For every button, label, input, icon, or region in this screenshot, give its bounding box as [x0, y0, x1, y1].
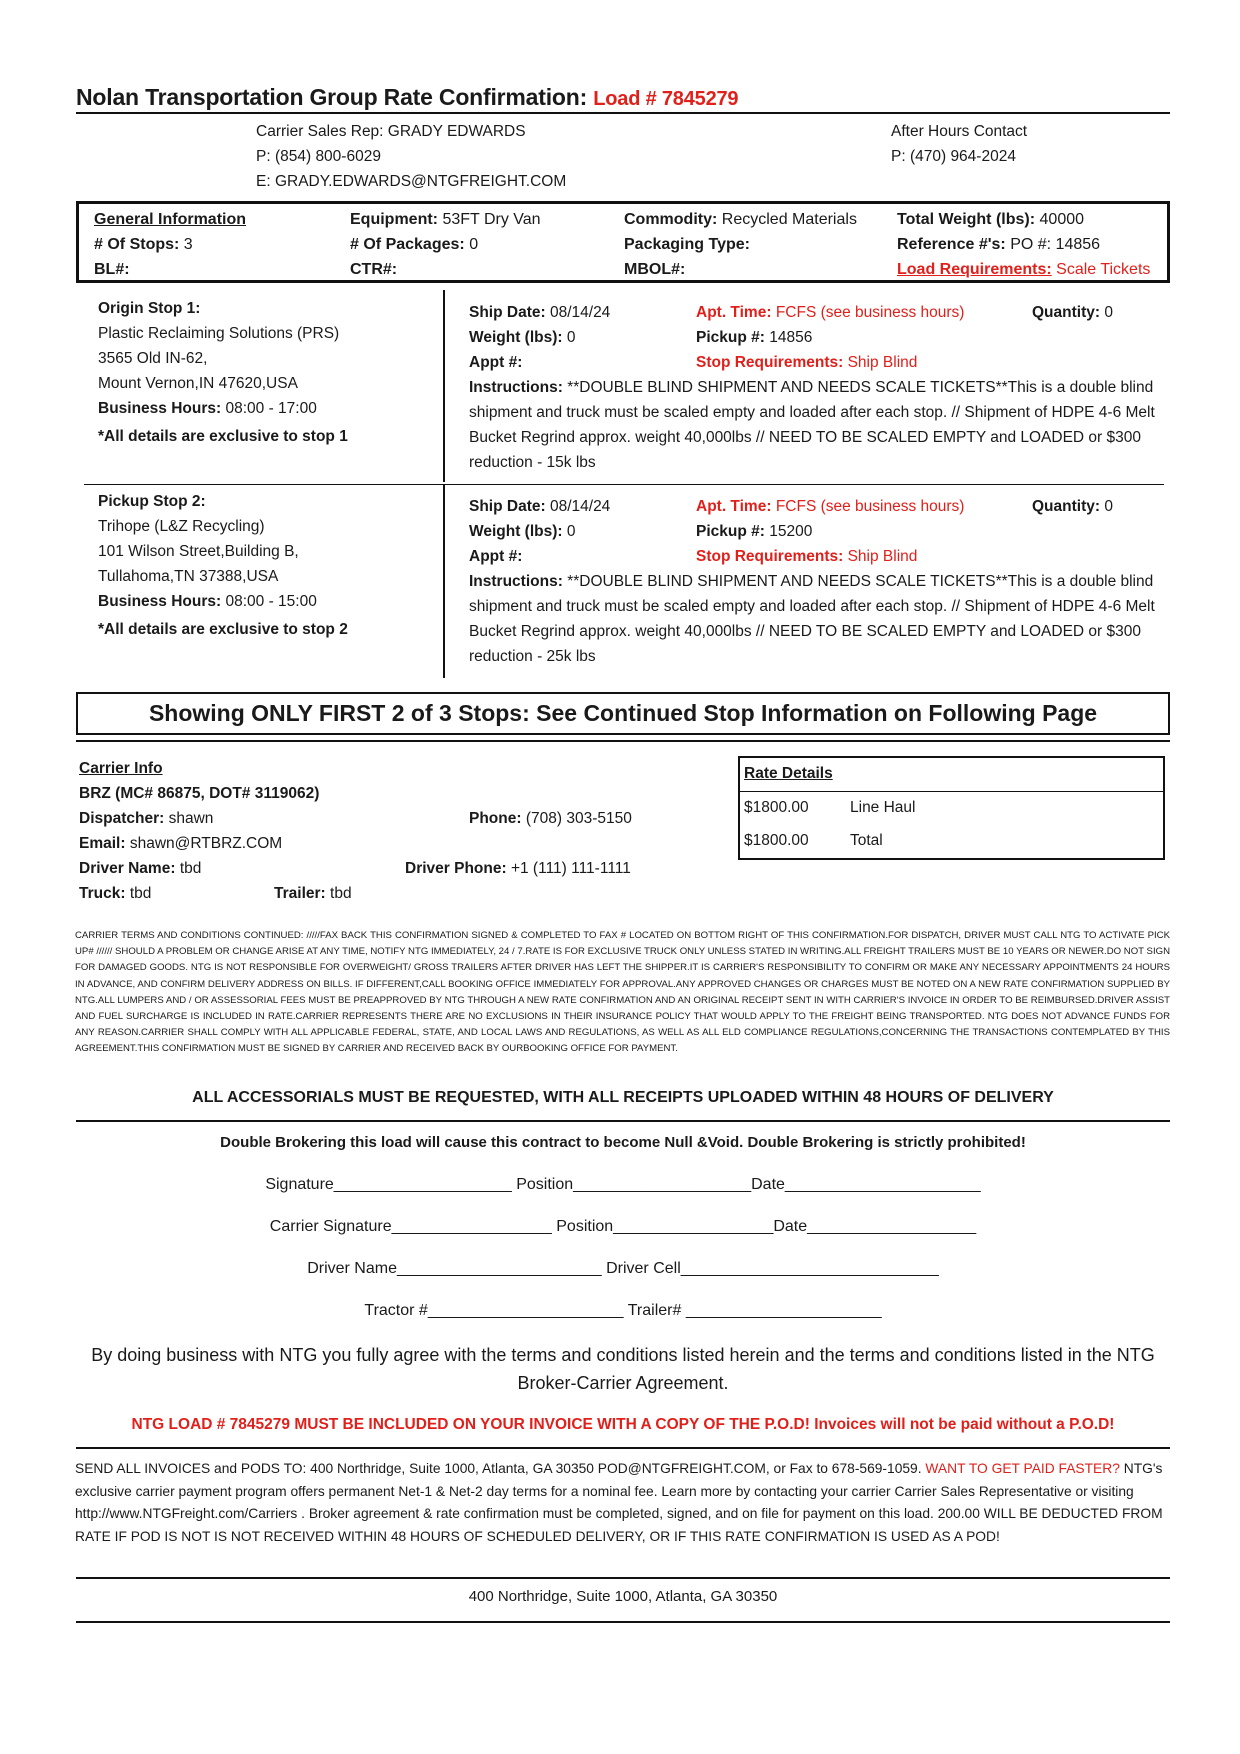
- stop-1-appt-label: Appt #:: [469, 354, 523, 371]
- carrier-phone: [469, 806, 632, 831]
- stop-2-ship-value: 08/14/24: [549, 498, 611, 515]
- commodity-label: Commodity:: [624, 211, 718, 228]
- driver-phone-value: +1 (111) 111-1111: [510, 860, 631, 877]
- stop-1-details: [469, 300, 610, 375]
- stop-1-qty-label: Quantity:: [1032, 304, 1101, 321]
- reference-value: PO #: 14856: [1010, 236, 1101, 253]
- invoice-divider: [76, 1447, 1170, 1449]
- rate-line1-amount: $1800.00: [744, 799, 809, 816]
- stop-1-hours-value: 08:00 - 17:00: [225, 400, 317, 417]
- stop-2-instr-value: **DOUBLE BLIND SHIPMENT AND NEEDS SCALE TICKETS**This is a double blind shipment and truck must be scaled empty and loaded after each stop. // Shipment of HDPE 4-6 Melt Bucket Regrind approx. weight 40,000lbs // NEED TO BE SCALED EMPTY and LOADED or $300 reduction - 25k lbs: [469, 573, 1155, 665]
- tractor-trailer-line[interactable]: Tractor #______________________ Trailer# ______________________: [364, 1302, 882, 1319]
- stop-2-hours-value: 08:00 - 15:00: [225, 593, 317, 610]
- dispatcher-label: Dispatcher:: [79, 810, 165, 827]
- stop-1-weight-label: Weight (lbs):: [469, 329, 563, 346]
- stop-2-exclusive: *All details are exclusive to stop 2: [98, 621, 348, 638]
- rate-line2-amount: $1800.00: [744, 832, 809, 849]
- stop-1-address1: 3565 Old IN-62,: [98, 350, 208, 367]
- stop-2-ship-label: Ship Date:: [469, 498, 546, 515]
- accessorials-notice: ALL ACCESSORIALS MUST BE REQUESTED, WITH ALL RECEIPTS UPLOADED WITHIN 48 HOURS OF DELIVERY: [192, 1089, 1054, 1106]
- load-number: Load # 7845279: [593, 88, 739, 110]
- total-weight-label: Total Weight (lbs):: [897, 211, 1036, 228]
- stop-2-heading: Pickup Stop 2:: [98, 493, 206, 510]
- rate-line1-label: Line Haul: [850, 799, 916, 816]
- ctr-label: CTR#:: [350, 261, 398, 278]
- load-requirements-value: Scale Tickets: [1056, 261, 1151, 278]
- stop-1-weight-value: 0: [566, 329, 576, 346]
- invoice-notice: NTG LOAD # 7845279 MUST BE INCLUDED ON YOUR INVOICE WITH A COPY OF THE P.O.D! Invoices will not be paid without a P.O.D!: [131, 1416, 1115, 1433]
- rate-line2-label: Total: [850, 832, 883, 849]
- stop-1-pickup-value: 14856: [769, 329, 813, 346]
- stop-2-appt-label: Appt #:: [469, 548, 523, 565]
- stop-2-details: [469, 494, 610, 569]
- signature-line[interactable]: Signature____________________ Position____________________Date______________________: [265, 1176, 981, 1193]
- stops-label: # Of Stops:: [94, 236, 180, 253]
- general-info-col1: [94, 207, 246, 282]
- stop-separator: [84, 484, 1164, 485]
- stop-1-ship-label: Ship Date:: [469, 304, 546, 321]
- stop-1-heading: Origin Stop 1:: [98, 300, 201, 317]
- phone-value: (708) 303-5150: [525, 810, 632, 827]
- title-text: Nolan Transportation Group Rate Confirmation:: [76, 84, 588, 110]
- carrier-mc: BRZ (MC# 86875, DOT# 3119062): [79, 785, 320, 802]
- notice-divider: [76, 740, 1170, 742]
- accessorials-divider: [76, 1120, 1170, 1122]
- driver-name-value: tbd: [179, 860, 202, 877]
- send-invoices-text: SEND ALL INVOICES and PODS TO: 400 Northridge, Suite 1000, Atlanta, GA 30350 POD@NTGFREIGHT.COM, or Fax to 678-569-1059.: [75, 1461, 922, 1476]
- carrier-signature-line[interactable]: Carrier Signature__________________ Position__________________Date___________________: [269, 1218, 977, 1235]
- driver-line[interactable]: Driver Name_______________________ Driver Cell_____________________________: [307, 1260, 939, 1277]
- general-info-col3: [624, 207, 857, 282]
- get-paid-faster: WANT TO GET PAID FASTER?: [925, 1461, 1120, 1476]
- total-weight-value: 40000: [1039, 211, 1085, 228]
- rate-details-heading: Rate Details: [744, 765, 833, 782]
- bl-label: BL#:: [94, 261, 130, 278]
- invoice-instructions: [75, 1458, 1175, 1548]
- stop-2-address1: 101 Wilson Street,Building B,: [98, 543, 299, 560]
- stop-1-address2: Mount Vernon,IN 47620,USA: [98, 375, 298, 392]
- stop-2-details-mid: [696, 494, 964, 569]
- trailer-info: [274, 881, 352, 906]
- driver-name-label: Driver Name:: [79, 860, 176, 877]
- stop-1-ship-value: 08/14/24: [549, 304, 611, 321]
- footer-divider-top: [76, 1577, 1170, 1579]
- page-title: [76, 84, 738, 111]
- equipment-label: Equipment:: [350, 211, 438, 228]
- sales-phone: P: (854) 800-6029: [256, 148, 381, 165]
- stop-1-divider-vertical: [443, 290, 445, 482]
- stop-2-req-label: Stop Requirements:: [696, 548, 844, 565]
- stop-2-qty-label: Quantity:: [1032, 498, 1101, 515]
- stop-2-weight-value: 0: [566, 523, 576, 540]
- stops-notice-box: Showing ONLY FIRST 2 of 3 Stops: See Continued Stop Information on Following Page: [76, 692, 1170, 735]
- after-hours-label: After Hours Contact: [891, 123, 1028, 140]
- stop-1-name: Plastic Reclaiming Solutions (PRS): [98, 325, 340, 342]
- email-label: Email:: [79, 835, 126, 852]
- packaging-label: Packaging Type:: [624, 236, 750, 253]
- stop-2-qty-value: 0: [1104, 498, 1113, 515]
- stop-2-instructions: [469, 569, 1159, 669]
- dispatcher-value: shawn: [168, 810, 214, 827]
- stop-2-name: Trihope (L&Z Recycling): [98, 518, 265, 535]
- commodity-value: Recycled Materials: [721, 211, 857, 228]
- stop-1-apt-label: Apt. Time:: [696, 304, 772, 321]
- stop-2-weight-label: Weight (lbs):: [469, 523, 563, 540]
- load-requirements-label: Load Requirements:: [897, 261, 1052, 278]
- footer-address: 400 Northridge, Suite 1000, Atlanta, GA 30350: [468, 1588, 778, 1605]
- general-info-heading: General Information: [94, 211, 247, 228]
- stop-2-apt-value: FCFS (see business hours): [775, 498, 965, 515]
- stop-2-address2: Tullahoma,TN 37388,USA: [98, 568, 279, 585]
- stop-1-left: [98, 296, 348, 449]
- stop-2-left: [98, 489, 348, 642]
- stop-1-instr-value: **DOUBLE BLIND SHIPMENT AND NEEDS SCALE TICKETS**This is a double blind shipment and truck must be scaled empty and loaded after each stop. // Shipment of HDPE 4-6 Melt Bucket Regrind approx. weight 40,000lbs // NEED TO BE SCALED EMPTY and LOADED or $300 reduction - 15k lbs: [469, 379, 1155, 471]
- truck-value: tbd: [129, 885, 152, 902]
- reference-label: Reference #'s:: [897, 236, 1006, 253]
- rate-heading-divider: [738, 791, 1165, 792]
- stop-2-quantity: [1032, 494, 1113, 519]
- email-value: shawn@RTBRZ.COM: [129, 835, 283, 852]
- phone-label: Phone:: [469, 810, 522, 827]
- general-info-col4: [897, 207, 1150, 282]
- stop-2-apt-label: Apt. Time:: [696, 498, 772, 515]
- stop-1-apt-value: FCFS (see business hours): [775, 304, 965, 321]
- equipment-value: 53FT Dry Van: [442, 211, 541, 228]
- stop-2-pickup-value: 15200: [769, 523, 813, 540]
- stop-1-req-value: Ship Blind: [847, 354, 918, 371]
- stop-1-quantity: [1032, 300, 1113, 325]
- mbol-label: MBOL#:: [624, 261, 686, 278]
- after-hours-phone: P: (470) 964-2024: [891, 148, 1016, 165]
- packages-value: 0: [469, 236, 479, 253]
- truck-label: Truck:: [79, 885, 126, 902]
- trailer-label: Trailer:: [274, 885, 326, 902]
- footer-divider-bottom: [76, 1621, 1170, 1623]
- driver-phone: [405, 856, 631, 881]
- stop-2-hours-label: Business Hours:: [98, 593, 222, 610]
- agreement-text: By doing business with NTG you fully agree with the terms and conditions listed herein and the terms and conditions listed in the NTG Broker-Carrier Agreement.: [91, 1345, 1155, 1393]
- trailer-value: tbd: [330, 885, 352, 902]
- stop-1-pickup-label: Pickup #:: [696, 329, 765, 346]
- stop-1-instr-label: Instructions:: [469, 379, 563, 396]
- stop-2-instr-label: Instructions:: [469, 573, 563, 590]
- stops-value: 3: [183, 236, 193, 253]
- stop-2-req-value: Ship Blind: [847, 548, 918, 565]
- stop-1-details-mid: [696, 300, 964, 375]
- stop-1-req-label: Stop Requirements:: [696, 354, 844, 371]
- double-brokering-notice: Double Brokering this load will cause this contract to become Null &Void. Double Brokering is strictly prohibited!: [220, 1134, 1026, 1151]
- stop-1-exclusive: *All details are exclusive to stop 1: [98, 428, 348, 445]
- title-divider: [76, 112, 1170, 114]
- stop-2-pickup-label: Pickup #:: [696, 523, 765, 540]
- stop-1-instructions: [469, 375, 1159, 475]
- carrier-info-heading: Carrier Info: [79, 760, 163, 777]
- stop-1-hours-label: Business Hours:: [98, 400, 222, 417]
- stop-1-qty-value: 0: [1104, 304, 1113, 321]
- driver-phone-label: Driver Phone:: [405, 860, 507, 877]
- packages-label: # Of Packages:: [350, 236, 465, 253]
- terms-and-conditions: CARRIER TERMS AND CONDITIONS CONTINUED: /////FAX BACK THIS CONFIRMATION SIGNED & COMPLETED TO FAX # LOCATED ON BOTTOM RIGHT OF THIS CONFIRMATION.FOR DISPATCH, DRIVER MUST CALL NTG TO ACTIVATE PICK UP# ////// SHOULD A PROBLEM OR CHANGE ARISE AT ANY TIME, NOTIFY NTG IMMEDIATELY, 24 / 7.RATE IS FOR EXCLUSIVE TRUCK ONLY UNLESS STATED IN WRITING.ALL FREIGHT TRAILERS MUST BE 10 YEARS OR NEWER.DO NOT SIGN FOR DAMAGED GOODS. NTG IS NOT RESPONSIBLE FOR OVERWEIGHT/ GROSS TRAILERS AFTER DRIVER HAS LEFT THE SHIPPER.IT IS CARRIER'S RESPONSIBILITY TO CONFIRM OR MAKE ANY NECESSARY APPOINTMENTS 24 HOURS IN ADVANCE, AND CONFIRM DELIVERY ADDRESS ON BILLS. IF DIFFERENT,CALL BOOKING OFFICE IMMEDIATELY FOR APPROVAL.ANY APPROVED CHANGES OR CHARGES MUST BE NOTED ON A NEW RATE CONFIRMATION SUPPLIED BY NTG.ALL LUMPERS AND / OR ASSESSORIAL FEES MUST BE PREAPPROVED BY NTG THROUGH A NEW RATE CONFIRMATION AND AN ORIGINAL RECEIPT SENT IN WITH CARRIER'S INVOICE IN ORDER TO BE REIMBURSED.DRIVER ASSIST AND FUEL SURCHARGE IS INCLUDED IN RATE.CARRIER REPRESENTS THERE ARE NO EXCLUSIONS IN THEIR INSURANCE POLICY THAT WOULD APPLY TO THE FREIGHT BEING TRANSPORTED. NTG DOES NOT ADVANCE FUNDS FOR ANY REASON.CARRIER SHALL COMPLY WITH ALL APPLICABLE FEDERAL, STATE, AND LOCAL LAWS AND REGULATIONS, AS WELL AS ALL ELD COMPLIANCE REGULATIONS,CONCERNING THE TRANSACTIONS CONTEMPLATED BY THIS AGREEMENT.THIS CONFIRMATION MUST BE SIGNED BY CARRIER AND RECEIVED BACK BY OURBOOKING OFFICE FOR PAYMENT.: [75, 930, 1170, 1055]
- stop-2-divider-vertical: [443, 484, 445, 678]
- sales-rep: Carrier Sales Rep: GRADY EDWARDS: [256, 123, 526, 140]
- general-info-col2: [350, 207, 541, 282]
- payment-program-text: NTG's exclusive carrier payment program offers permanent Net-1 & Net-2 day terms for a nominal fee. Learn more by contacting your carrier Carrier Sales Representative or visiting http://www.NTGFreight.com/Carriers . Broker agreement & rate confirmation must be completed, signed, and on file for payment on this load. 200.00 WILL BE DEDUCTED FROM RATE IF POD IS NOT IS NOT RECEIVED WITHIN 48 HOURS OF SCHEDULED DELIVERY, OR IF THIS RATE CONFIRMATION IS USED AS A POD!: [75, 1461, 1163, 1544]
- sales-email: E: GRADY.EDWARDS@NTGFREIGHT.COM: [256, 173, 567, 190]
